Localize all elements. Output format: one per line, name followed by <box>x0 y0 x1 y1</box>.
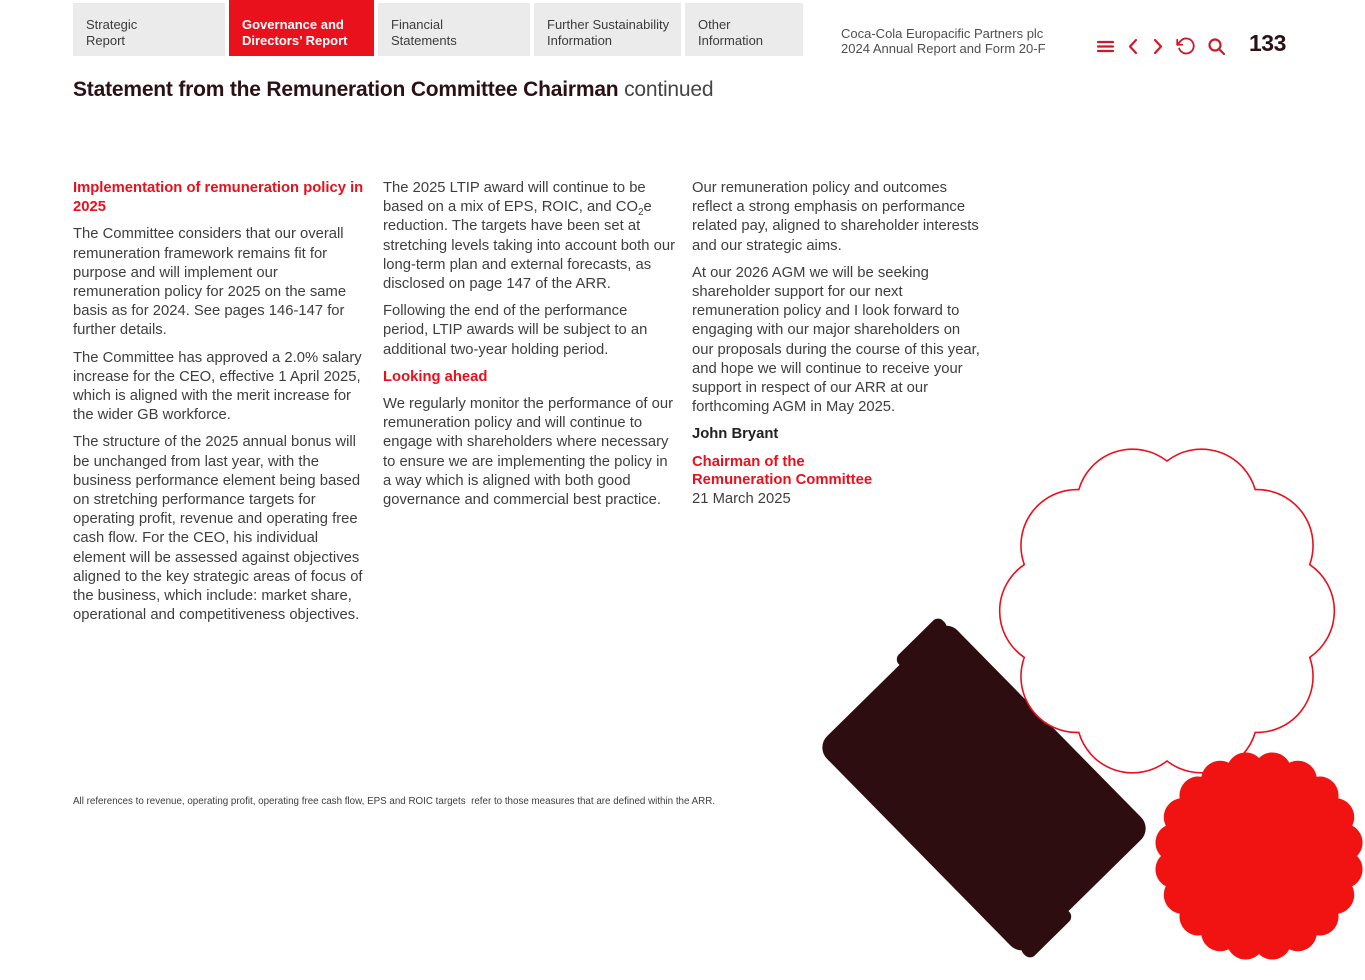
footnote: All references to revenue, operating profit, operating free cash flow, EPS and ROIC targets refer to those measures that are defined within the ARR. <box>73 796 716 807</box>
paragraph: The Committee has approved a 2.0% salary increase for the CEO, effective 1 April 2025, which is aligned with the merit increase for the wider GB workforce. <box>73 349 362 424</box>
paragraph: At our 2026 AGM we will be seeking shareholder support for our next remuneration policy and I look forward to engaging with our major shareholders on our proposals during the course of this year, and hope we will continue to receive your support in respect of our ARR at our forthcoming AGM in May 2025. <box>692 264 980 416</box>
paragraph: The Committee considers that our overall remuneration framework remains fit for purpose and will implement our remuneration policy for 2025 on the same basis as for 2024. See pages 146-147 for further details. <box>73 226 347 339</box>
tab-label-line: Strategic <box>86 17 138 32</box>
signatory-title-line-1: Chairman of the <box>692 453 805 470</box>
page-title-main: Statement from the Remuneration Committee Chairman <box>73 78 619 102</box>
subscript-2: 2 <box>637 207 644 219</box>
menu-icon[interactable] <box>1096 37 1115 56</box>
tab-other-information[interactable] <box>685 3 803 56</box>
paragraph-text: e reduction. The targets have been set at stretching levels taking into account both our long-term plan and external forecasts, as disclosed on page 147 of the ARR. <box>383 199 676 293</box>
page-title <box>73 78 713 102</box>
subsection-heading-looking-ahead: Looking ahead <box>383 368 488 385</box>
signatory-name: John Bryant <box>692 426 779 443</box>
tab-label-line: Information <box>547 33 613 48</box>
tab-strategic-report[interactable] <box>73 3 225 56</box>
tab-financial-statements[interactable] <box>378 3 530 56</box>
brand-line-2: 2024 Annual Report and Form 20-F <box>841 40 1046 56</box>
signatory-title-line-2: Remuneration Committee <box>692 472 873 489</box>
paragraph: We regularly monitor the performance of our remuneration policy and will continue to engage with shareholders where necessary to ensure we are implementing the policy in a way which is aligned with both good governance and commercial best practice. <box>383 396 674 509</box>
undo-icon[interactable] <box>1176 36 1196 56</box>
decorative-shapes <box>790 420 1365 980</box>
tab-label-line: Governance and <box>242 17 344 32</box>
page-number: 133 <box>1249 30 1286 56</box>
flower-shape <box>1000 449 1335 773</box>
viewer-toolbar <box>1096 36 1226 56</box>
paragraph-text: The 2025 LTIP award will continue to be based on a mix of EPS, ROIC, and CO <box>383 180 646 216</box>
tab-label-line: Report <box>86 33 126 48</box>
paragraph: Our remuneration policy and outcomes reflect a strong emphasis on performance related pay, aligned to shareholder interests and our strategic aims. <box>692 180 979 254</box>
tab-governance-directors-report[interactable] <box>229 0 374 56</box>
chevron-left-icon[interactable] <box>1126 37 1140 56</box>
text-column-1 <box>73 179 365 633</box>
signature-date: 21 March 2025 <box>692 490 791 507</box>
tab-label-line: Other <box>698 17 731 32</box>
brand-line-1: Coca-Cola Europacific Partners plc <box>841 26 1044 41</box>
tab-further-sustainability-information[interactable] <box>534 3 681 56</box>
subsection-heading-implementation: Implementation of remuneration policy in 2025 <box>73 180 364 216</box>
tab-label-line: Financial <box>391 17 444 32</box>
chevron-right-icon[interactable] <box>1151 37 1165 56</box>
tab-label-line: Statements <box>391 33 457 48</box>
paragraph: The structure of the 2025 annual bonus will be unchanged from last year, with the business performance element being based on stretching performance targets for operating profit, revenue and operating free cash flow. For the CEO, his individual element will be assessed against objectives aligned to the key strategic areas of focus of the business, which include: market share, operational and competitiveness objectives. <box>73 434 363 624</box>
search-icon[interactable] <box>1207 37 1226 56</box>
section-tab-bar <box>73 0 807 56</box>
tab-label-line: Information <box>698 33 764 48</box>
text-column-2 <box>383 179 675 518</box>
paragraph <box>383 179 675 294</box>
tab-label-line: Directors’ Report <box>242 33 348 48</box>
paragraph: Following the end of the performance period, LTIP awards will be subject to an additional two-year holding period. <box>383 303 648 358</box>
page-title-suffix: continued <box>624 78 714 102</box>
seal-shape <box>1155 752 1362 959</box>
tab-label-line: Further Sustainability <box>547 17 670 32</box>
report-brand-title <box>841 27 1046 56</box>
